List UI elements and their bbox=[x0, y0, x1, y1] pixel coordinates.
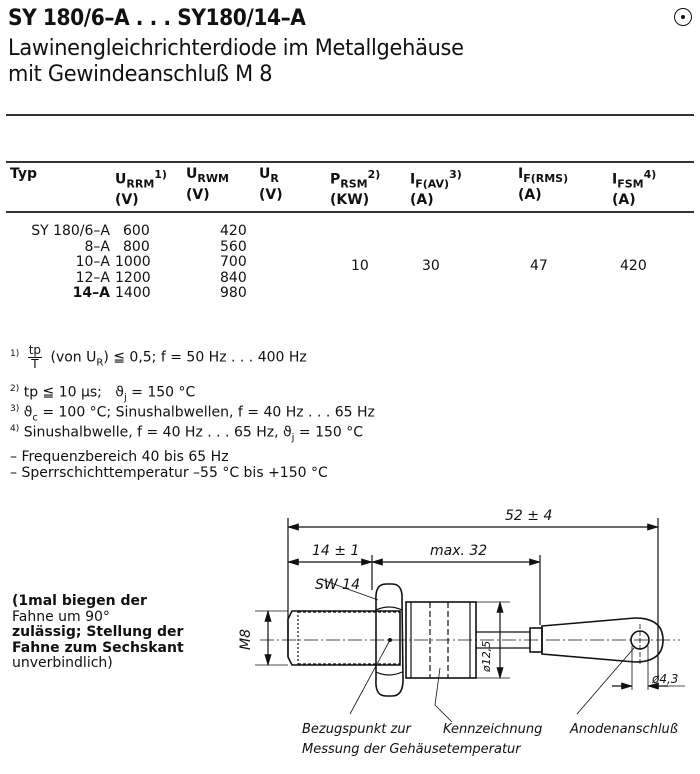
page-title: SY 180/6–A . . . SY180/14–A bbox=[8, 6, 306, 31]
column-urwm bbox=[220, 224, 247, 302]
note-line: Fahne zum Sechskant bbox=[12, 639, 184, 656]
cell-urrm: 1400 bbox=[115, 285, 151, 301]
wrench-size-label: SW 14 bbox=[315, 577, 360, 593]
cell-urwm: 700 bbox=[220, 254, 247, 270]
subtitle-line-2: mit Gewindeanschluß M 8 bbox=[8, 62, 273, 87]
header-ur: $U_R$ (V) bbox=[259, 166, 283, 203]
footnote-2: $^{2)}$ tp ≦ 10 µs; $ϑ_j = 150$ °C bbox=[10, 384, 196, 404]
note-line: unverbindlich) bbox=[12, 655, 113, 671]
divider-table-header bbox=[6, 211, 694, 213]
cell-urwm: 840 bbox=[220, 269, 247, 286]
reference-point-label-2: Messung der Gehäusetemperatur bbox=[302, 742, 521, 757]
dim-total-label: 52 ± 4 bbox=[505, 508, 553, 524]
header-ifsm: $I_{FSM}^{4)}$ (A) bbox=[612, 168, 657, 209]
bending-note bbox=[12, 594, 184, 672]
cell-ifsm: 420 bbox=[620, 258, 647, 274]
footnote-3: $^{3)}$ $ϑ_c = 100$ °C; Sinushalbwellen, f = 40 Hz . . . 65 Hz bbox=[10, 404, 375, 424]
anode-connection-label: Anodenanschluß bbox=[570, 722, 678, 737]
cell-urrm: 1000 bbox=[115, 254, 151, 270]
marking-label: Kennzeichnung bbox=[443, 722, 543, 737]
table-row-typ: 8–A bbox=[84, 238, 110, 255]
header-prsm: $P_{RSM}^{2)}$ (KW) bbox=[330, 168, 381, 209]
body-diameter-label: ø12,5 bbox=[480, 640, 493, 672]
table-row-typ: SY 180/6–A bbox=[31, 223, 110, 239]
header-ifav: $I_{F(AV)}^{3)}$ (A) bbox=[410, 168, 462, 209]
cell-ifav: 30 bbox=[422, 258, 440, 274]
note-line: zulässig; Stellung der bbox=[12, 624, 184, 640]
cell-urwm: 420 bbox=[220, 223, 247, 239]
dim-body-label: max. 32 bbox=[430, 543, 488, 559]
circle-dot-icon bbox=[674, 8, 692, 26]
table-row-typ: 10–A bbox=[75, 254, 110, 270]
divider-top bbox=[6, 114, 694, 116]
note-junction-temperature: – Sperrschichttemperatur –55 °C bis +150 °C bbox=[10, 465, 328, 481]
cell-urwm: 560 bbox=[220, 238, 247, 255]
table-row-typ: 12–A bbox=[75, 269, 110, 286]
header-urrm: $U_{RRM}^{1)}$ (V) bbox=[115, 168, 167, 209]
reference-point-label-1: Bezugspunkt zur bbox=[302, 722, 411, 737]
cell-urwm: 980 bbox=[220, 285, 247, 301]
note-line: (1mal biegen der bbox=[12, 593, 147, 609]
header-urwm: $U_{RWM}$ (V) bbox=[186, 166, 229, 203]
cell-urrm: 800 bbox=[123, 238, 150, 255]
cell-prsm: 10 bbox=[351, 258, 369, 274]
dim-thread-label: 14 ± 1 bbox=[312, 543, 360, 559]
thread-label: M8 bbox=[238, 629, 254, 650]
divider-table-top bbox=[6, 161, 694, 163]
threaded-stud bbox=[288, 611, 400, 665]
note-line: Fahne um 90° bbox=[12, 608, 110, 625]
column-typ bbox=[10, 224, 110, 302]
footnote-4: $^{4)}$ Sinushalbwelle, f = 40 Hz . . . 65 Hz, $ϑ_j = 150$ °C bbox=[10, 424, 364, 444]
hole-diameter-label: ø4,3 bbox=[652, 672, 679, 686]
subtitle-line-1: Lawinengleichrichterdiode im Metallgehäuse bbox=[8, 36, 464, 61]
cell-urrm: 1200 bbox=[115, 269, 151, 286]
header-ifrms: $I_{F(RMS)}$ (A) bbox=[518, 166, 569, 203]
header-typ: Typ bbox=[10, 166, 38, 182]
cell-urrm: 600 bbox=[123, 223, 150, 239]
table-row-typ: 14–A bbox=[72, 285, 110, 301]
footnote-1: $^{1)}$ $\frac{tp}{T}$ (von $U_R$) ≦ 0,5; f = 50 Hz . . . 400 Hz bbox=[10, 343, 307, 371]
column-urrm bbox=[115, 224, 151, 302]
note-frequency-range: – Frequenzbereich 40 bis 65 Hz bbox=[10, 449, 229, 465]
fraction-tp-over-T: $\frac{tp}{T}$ bbox=[28, 343, 42, 371]
cell-ifrms: 47 bbox=[530, 258, 548, 274]
